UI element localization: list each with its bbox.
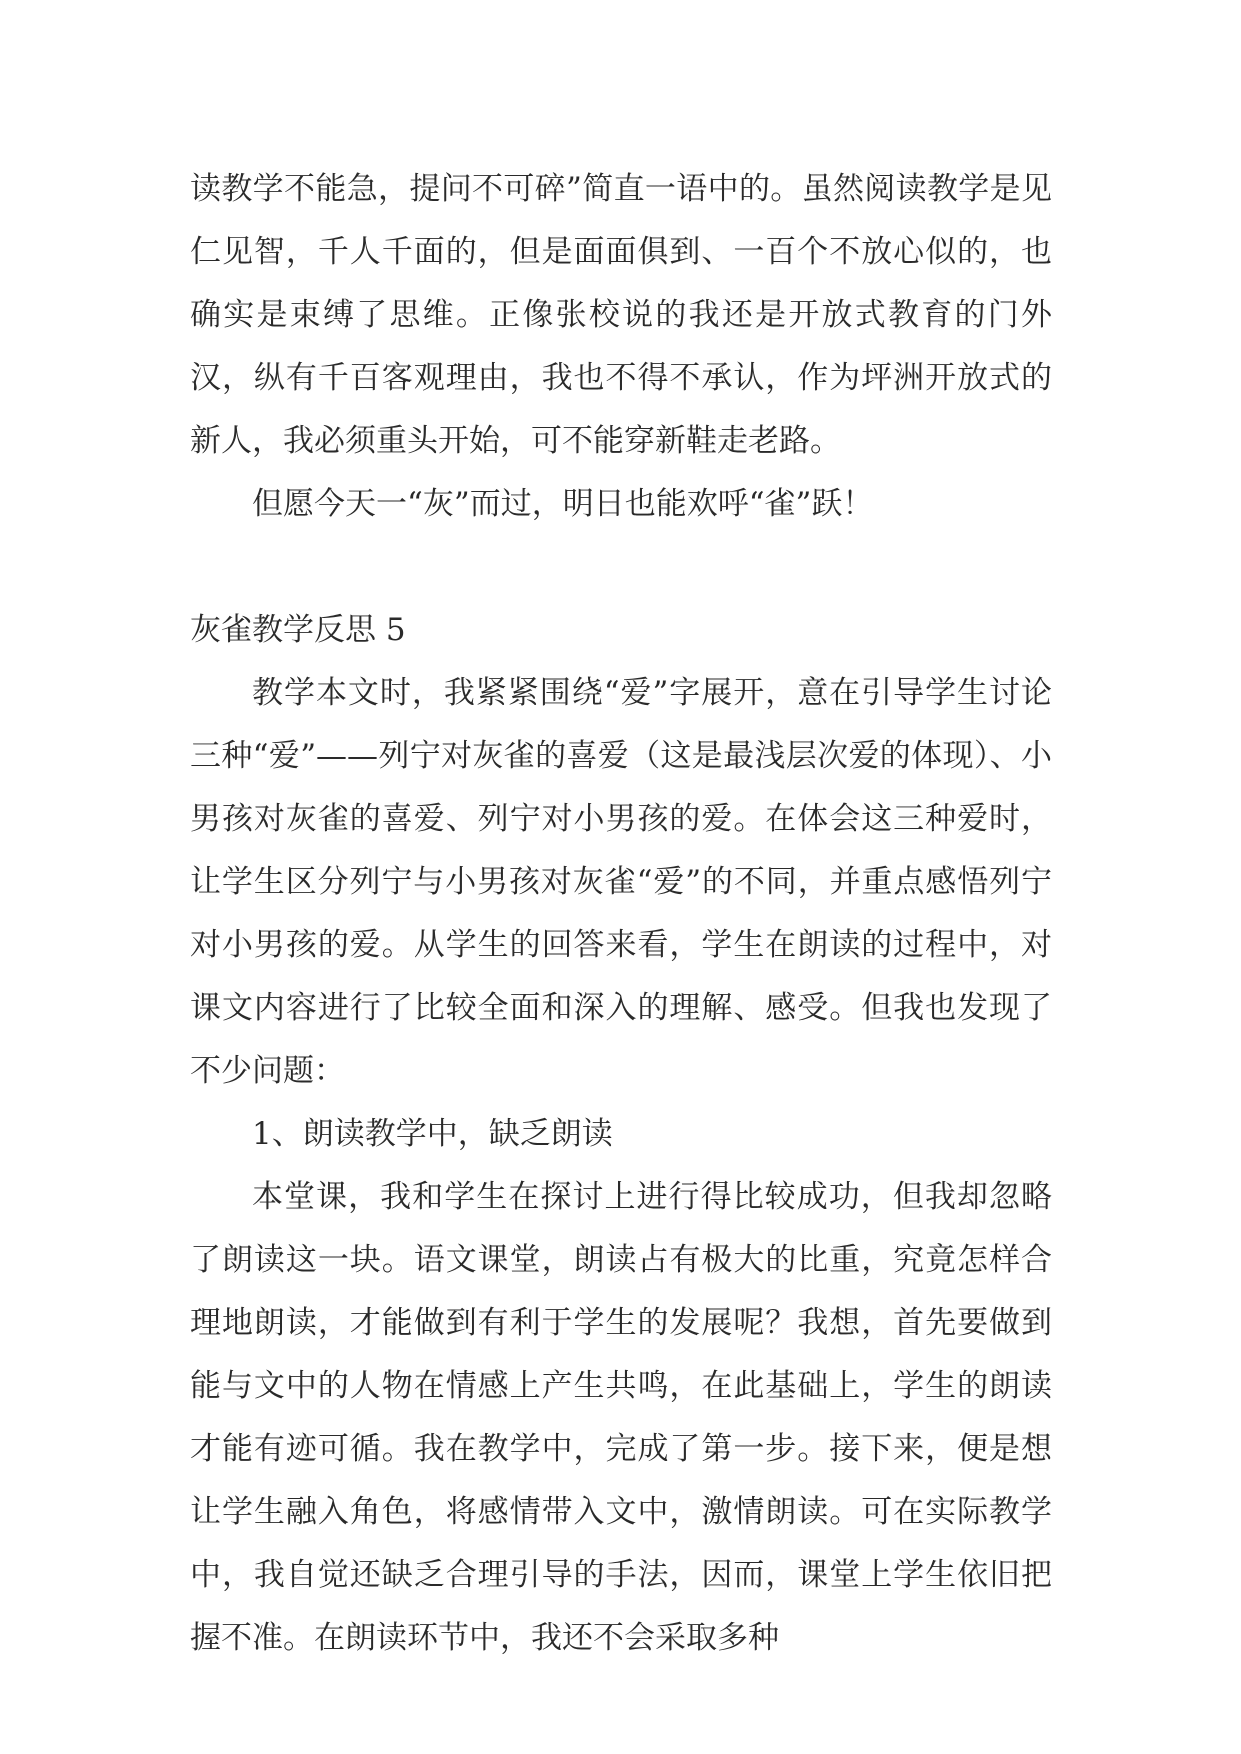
body-paragraph: 本堂课，我和学生在探讨上进行得比较成功，但我却忽略了朗读这一块。语文课堂，朗读占有极大的比重，究竟怎样合理地朗读，才能做到有利于学生的发展呢？我想，首先要做到能与文中的人物在情感上产生共鸣，在此基础上，学生的朗读才能有迹可循。我在教学中，完成了第一步。接下来，便是想让学生融入角色，将感情带入文中，激情朗读。可在实际教学中，我自觉还缺乏合理引导的手法，因而，课堂上学生依旧把握不准。在朗读环节中，我还不会采取多种 xyxy=(190,1179,1052,1656)
section-title: 灰雀教学反思 5 xyxy=(190,612,406,648)
closing-paragraph: 但愿今天一“灰”而过，明日也能欢呼“雀”跃！ xyxy=(252,486,874,522)
subheading-paragraph: 1、朗读教学中，缺乏朗读 xyxy=(252,1116,613,1152)
document-page xyxy=(190,158,1052,1670)
body-paragraph: 教学本文时，我紧紧围绕“爱”字展开，意在引导学生讨论三种“爱”——列宁对灰雀的喜爱（这是最浅层次爱的体现）、小男孩对灰雀的喜爱、列宁对小男孩的爱。在体会这三种爱时，让学生区分列宁与小男孩对灰雀“爱”的不同，并重点感悟列宁对小男孩的爱。从学生的回答来看，学生在朗读的过程中，对课文内容进行了比较全面和深入的理解、感受。但我也发现了不少问题： xyxy=(190,675,1052,1089)
continued-paragraph: 读教学不能急，提问不可碎”简直一语中的。虽然阅读教学是见仁见智，千人千面的，但是面面俱到、一百个不放心似的，也确实是束缚了思维。正像张校说的我还是开放式教育的门外汉，纵有千百客观理由，我也不得不承认，作为坪洲开放式的新人，我必须重头开始，可不能穿新鞋走老路。 xyxy=(190,171,1052,459)
